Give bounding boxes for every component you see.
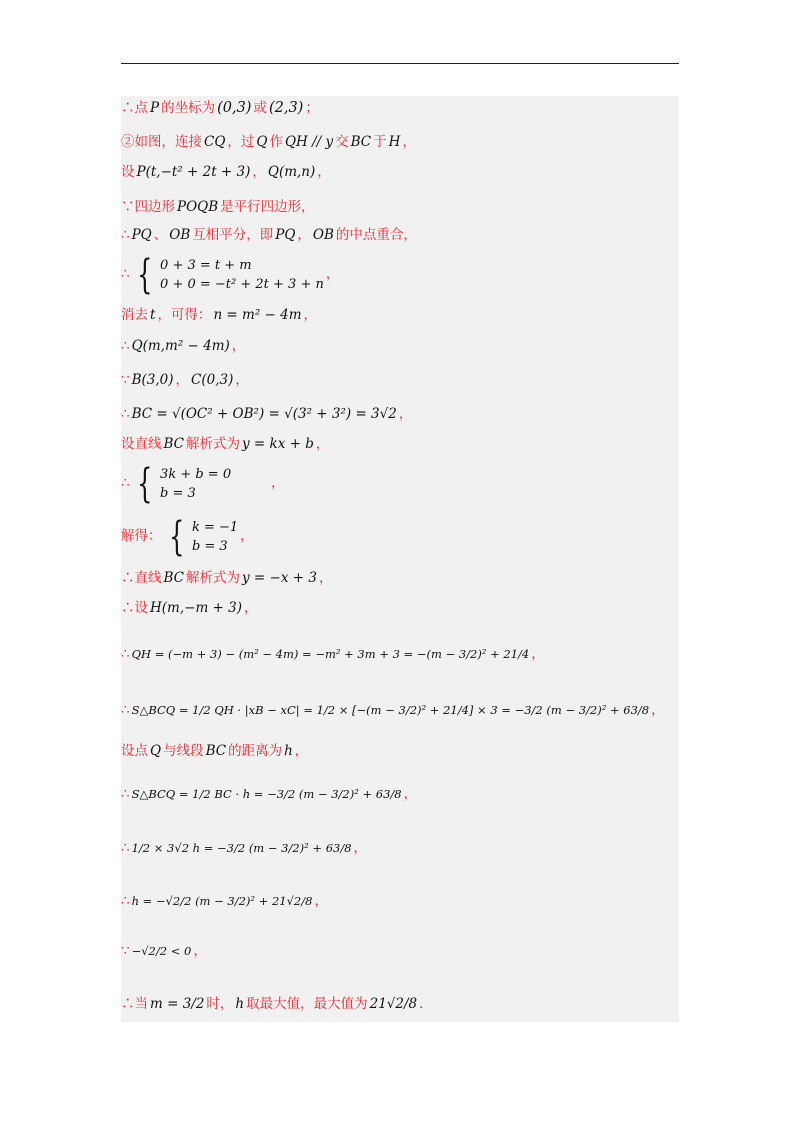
math: (2,3)	[268, 100, 304, 116]
math: P(t,−t² + 2t + 3)	[136, 164, 251, 180]
text: ，	[252, 164, 266, 180]
text: ∴	[121, 475, 130, 492]
text: 、	[153, 227, 168, 243]
text: 解析式为	[186, 570, 241, 586]
text: ∴	[121, 840, 130, 856]
text: ∴	[121, 406, 130, 422]
text: ②如图，连接	[121, 134, 202, 150]
text: ，	[294, 743, 309, 759]
solution-line	[121, 229, 417, 243]
math: −√2/2 < 0	[131, 944, 192, 958]
text: 互相平分，即	[192, 227, 274, 243]
text: 的中点重合，	[335, 227, 417, 243]
math: POQB	[177, 199, 219, 215]
text: ，	[231, 338, 246, 354]
text: ，	[271, 475, 285, 492]
equation-row: 0 + 3 = t + m	[160, 258, 252, 273]
math: y = kx + b	[242, 436, 314, 452]
text: ∵四边形	[121, 199, 175, 215]
math: t	[150, 307, 156, 323]
solution-line	[121, 745, 308, 759]
math: QH // y	[284, 134, 334, 150]
solution-line	[121, 602, 258, 616]
solution-line	[121, 704, 665, 718]
math: PQ	[131, 227, 152, 243]
text: 时，	[206, 996, 234, 1012]
text: ∴直线	[121, 570, 162, 586]
math: Q(m,m² − 4m)	[131, 338, 230, 354]
text: ，	[244, 600, 258, 616]
text: ∵	[121, 943, 130, 959]
math: y = −x + 3	[242, 570, 317, 586]
math: CQ	[204, 134, 226, 150]
math: OB	[312, 227, 334, 243]
text: ，	[318, 570, 333, 586]
math: BC	[163, 436, 185, 452]
solution-line	[121, 648, 545, 662]
solution-line	[121, 514, 254, 560]
solution-line	[121, 895, 328, 909]
text: ，	[240, 528, 254, 545]
text: ∴点	[121, 99, 148, 116]
text: ；	[305, 99, 319, 116]
text: 于	[373, 134, 387, 150]
math: S△BCQ = 1/2 QH · |xB − xC| = 1/2 × [−(m − 3/2)² + 21/4] × 3 = −3/2 (m − 3/2)² + 63/8	[131, 703, 650, 717]
math: B(3,0)	[131, 372, 174, 388]
text: ，	[402, 134, 416, 150]
text: ，	[314, 893, 328, 909]
equation-row: b = 3	[160, 486, 196, 501]
solution-line	[121, 374, 249, 388]
text: 取最大值，最大值为	[246, 996, 368, 1012]
text: ∴	[121, 893, 130, 909]
math: C(0,3)	[191, 372, 234, 388]
math: m = 3/2	[150, 996, 205, 1012]
math: S△BCQ = 1/2 BC · h = −3/2 (m − 3/2)² + 63/8	[131, 787, 402, 801]
math: PQ	[275, 227, 296, 243]
solution-line	[121, 842, 367, 856]
math: Q	[256, 134, 268, 150]
math: QH = (−m + 3) − (m² − 4m) = −m² + 3m + 3 = −(m − 3/2)² + 21/4	[131, 647, 530, 661]
equation-row: b = 3	[191, 539, 228, 554]
math: BC	[205, 743, 227, 759]
math: Q(m,n)	[267, 164, 316, 180]
text: ，	[317, 164, 331, 180]
text: 设直线	[121, 436, 162, 452]
equation-row: 0 + 0 = −t² + 2t + 3 + n	[160, 277, 324, 292]
math: h = −√2/2 (m − 3/2)² + 21√2/8	[131, 894, 313, 908]
text: ．	[419, 996, 433, 1012]
solution-line	[121, 438, 329, 452]
solution-line	[121, 166, 331, 180]
text: ∴	[121, 646, 130, 662]
math: BC	[163, 570, 185, 586]
text: 是平行四边形，	[220, 199, 315, 215]
math: P	[150, 99, 160, 116]
solution-line	[121, 945, 207, 959]
text: 的距离为	[228, 743, 283, 759]
text: ∴	[121, 702, 130, 718]
text: ，	[303, 307, 318, 323]
text: ，	[353, 840, 368, 856]
text: 设点	[121, 743, 148, 759]
text: ∵	[121, 372, 130, 388]
text: ，	[315, 436, 330, 452]
text: ∴当	[121, 996, 148, 1012]
text: ∴	[121, 266, 130, 283]
equation-system: { k = −1 b = 3	[168, 514, 239, 560]
text: 与线段	[163, 743, 204, 759]
solution-line	[121, 252, 340, 298]
solution-line	[121, 309, 317, 323]
math: h	[235, 996, 245, 1012]
text: 解得：	[121, 528, 162, 545]
math: OB	[169, 227, 191, 243]
solution-line	[121, 101, 319, 116]
math: 21√2/8	[369, 996, 418, 1012]
math: (0,3)	[217, 100, 252, 116]
text: 或	[253, 99, 267, 116]
math: 1/2 × 3√2 h = −3/2 (m − 3/2)² + 63/8	[131, 841, 352, 855]
text: ∴	[121, 338, 130, 354]
text: 消去	[121, 307, 148, 323]
solution-line	[121, 136, 416, 150]
text: ∴	[121, 227, 130, 243]
math: BC	[350, 134, 372, 150]
math: H(m,−m + 3)	[150, 600, 242, 616]
math: Q	[150, 743, 162, 759]
equation-row: 3k + b = 0	[160, 467, 232, 482]
math: h	[284, 743, 293, 759]
text: ，	[531, 646, 545, 662]
solution-line	[121, 461, 285, 507]
text: ，	[297, 227, 311, 243]
text: ，	[651, 702, 665, 718]
text: ，	[398, 406, 413, 422]
solution-line	[121, 201, 315, 215]
text: 的坐标为	[161, 99, 216, 116]
math: H	[388, 134, 401, 150]
solution-line	[121, 788, 417, 802]
equation-system: { 3k + b = 0 b = 3	[136, 461, 232, 507]
solution-line	[121, 998, 433, 1012]
text: 解析式为	[186, 436, 241, 452]
solution-line	[121, 572, 332, 586]
math: n = m² − 4m	[213, 307, 302, 323]
text: ，	[193, 943, 207, 959]
text: ∴	[121, 786, 130, 802]
equation-system: { 0 + 3 = t + m 0 + 0 = −t² + 2t + 3 + n	[136, 252, 324, 298]
equation-row: k = −1	[191, 520, 239, 535]
solution-line	[121, 340, 245, 354]
text: ，可得：	[157, 307, 212, 323]
text: 作	[269, 134, 283, 150]
text: ∴设	[121, 600, 148, 616]
text: ，	[403, 786, 418, 802]
text: ，过	[227, 134, 255, 150]
header-rule	[121, 63, 679, 64]
text: 交	[335, 134, 349, 150]
text: ，	[175, 372, 190, 388]
solution-line	[121, 408, 412, 422]
text: ，	[325, 266, 340, 283]
math: BC = √(OC² + OB²) = √(3² + 3²) = 3√2	[131, 406, 397, 422]
text: ，	[235, 372, 249, 388]
text: 设	[121, 164, 135, 180]
